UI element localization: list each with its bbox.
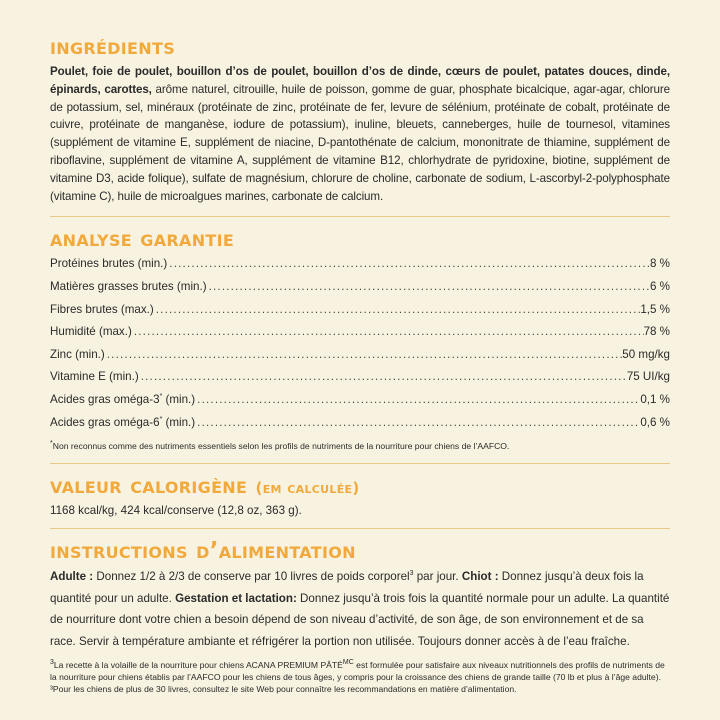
calorie-subtitle: (em calculée): [255, 479, 360, 498]
analysis-label: Acides gras oméga-3* (min.): [50, 392, 196, 406]
analysis-table: [50, 253, 670, 434]
analysis-row: [50, 389, 670, 412]
divider: [50, 463, 670, 464]
ingredients-rest: arôme naturel, citrouille, huile de poisson, gomme de guar, phosphate bicalcique, agar-agar, chlorure de potassium, sel, minéraux (protéinate de zinc, protéinate de fer, levure de sélénium, protéinate de cobalt, protéinate de cuivre, protéinate de manganèse, iodure de potassium), inuline, bleuets, canneberges, huile de tournesol, vitamines (supplément de vitamine E, supplément de niacine, D-pantothénate de calcium, mononitrate de thiamine, supplément de riboflavine, supplément de vitamine A, supplément de vitamine B12, chlorhydrate de pyridoxine, biotine, supplément de vitamine D3, acide folique), sulfate de magnésium, chlorure de choline, carbonate de sodium, L-ascorbyl-2-polyphosphate (vitamine C), huile de microalgues marines, carbonate de calcium.: [50, 82, 670, 203]
leader-dots: [154, 299, 641, 322]
analysis-label: Vitamine E (min.): [50, 370, 139, 384]
ingredients-main: Poulet, foie de poulet, bouillon d’os de poulet, bouillon d’os de dinde, cœurs de poulet, patates douces, dinde, épinards, carottes,: [50, 65, 670, 96]
leader-dots: [105, 344, 623, 367]
analysis-value: 8 %: [650, 257, 670, 271]
leader-dots: [139, 366, 627, 389]
analysis-value: 78 %: [643, 325, 670, 339]
analysis-row: [50, 253, 670, 276]
feeding-footnote: $^3$La recette à la volaille de la nourriture pour chiens ACANA PREMIUM $PÂTÉ^{MC}$ est formulée pour satisfaire aux niveaux nutritionnels des profils de nutriments de la nourriture pour chiens établis par l’AAFCO pour les chiens de tous âges, y compris pour la croissance des chiens de grande taille (70 lb et plus à l’âge adulte). ³Pour les chiens de plus de 30 livres, consultez le site Web pour connaître les recommandations en matière d’alimentation.: [50, 658, 665, 695]
analysis-footnote: *Non reconnus comme des nutriments essentiels selon les profils de nutriments de la nourriture pour chiens de l’AAFCO.: [50, 440, 510, 452]
analysis-value: 75 UI/kg: [626, 370, 670, 384]
calorie-heading: valeur calorigène (em calculée): [50, 473, 360, 500]
analysis-value: 0,6 %: [640, 415, 670, 429]
calorie-text: 1168 kcal/kg, 424 kcal/conserve (12,8 oz, 363 g).: [50, 504, 302, 518]
leader-dots: [167, 253, 650, 276]
analysis-row: [50, 321, 670, 344]
feeding-text: Adulte : Donnez 1/2 à 2/3 de conserve par 10 livres de poids corporel$^3$ par jour. Chiot : Donnez jusqu’à deux fois la quantité pour un adulte. Gestation et lactation: Donnez jusqu’à trois fois la quantité normale pour un adulte. La quantité de nourriture dont votre chien a besoin dépend de son niveau d’activité, de son âge, de son environnement et de sa race. Servir à température ambiante et réfrigérer la portion non utilisée. Toujours donner accès à de l’eau fraîche.: [50, 570, 670, 648]
analysis-row: [50, 276, 670, 299]
leader-dots: [132, 321, 644, 344]
leader-dots: [195, 389, 640, 412]
ingredients-heading: ingrédients: [50, 34, 176, 60]
analysis-row: [50, 344, 670, 367]
feeding-heading: instructions d’alimentation: [50, 538, 356, 565]
divider: [50, 216, 670, 217]
ingredients-text: [50, 63, 670, 205]
divider: [50, 528, 670, 529]
analysis-row: [50, 366, 670, 389]
leader-dots: [207, 276, 650, 299]
analysis-value: 6 %: [650, 279, 670, 293]
analysis-label: Protéines brutes (min.): [50, 257, 168, 271]
analysis-value: 50 mg/kg: [622, 347, 670, 361]
analysis-label: Matières grasses brutes (min.): [50, 279, 207, 293]
analysis-heading: analyse garantie: [50, 226, 235, 253]
analysis-value: 1,5 %: [640, 302, 670, 316]
analysis-row: [50, 412, 670, 435]
analysis-value: 0,1 %: [640, 392, 670, 406]
analysis-label: Zinc (min.): [50, 347, 105, 361]
analysis-row: [50, 299, 670, 322]
leader-dots: [195, 412, 640, 435]
analysis-label: Fibres brutes (max.): [50, 302, 154, 316]
analysis-label: Acides gras oméga-6* (min.): [50, 415, 196, 429]
analysis-label: Humidité (max.): [50, 325, 132, 339]
